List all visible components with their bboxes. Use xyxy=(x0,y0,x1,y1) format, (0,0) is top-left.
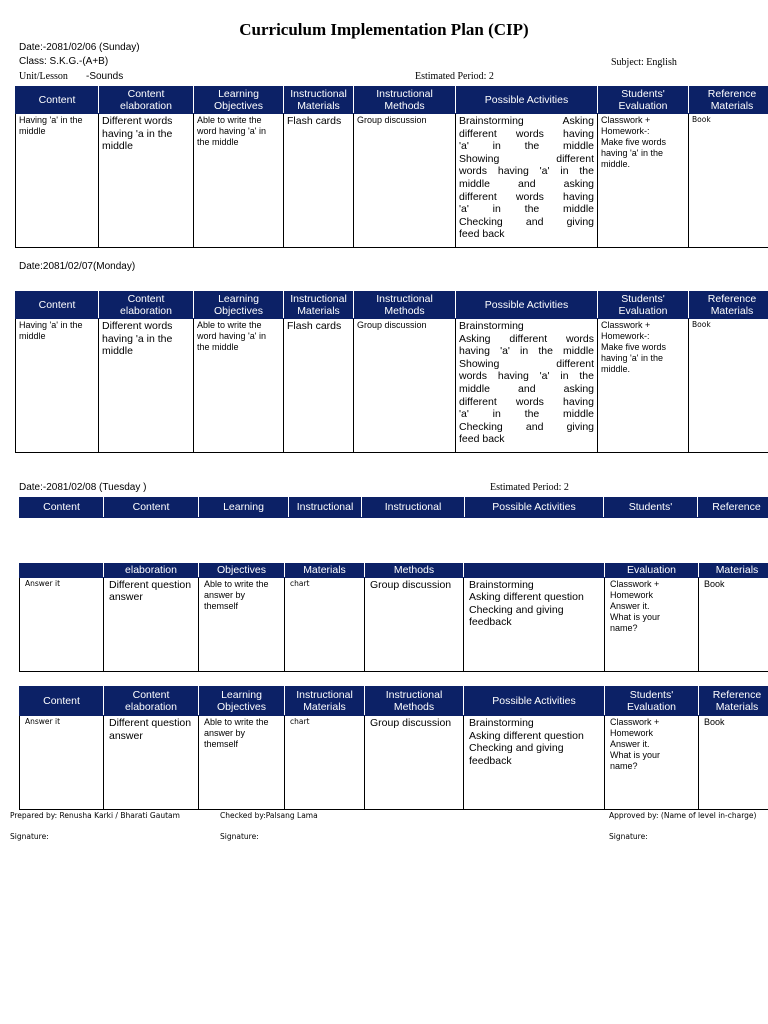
cell-objectives: Able to write the word having 'a' in the middle xyxy=(194,114,284,248)
evaluation-line: middle. xyxy=(601,159,631,169)
evaluation-line: name? xyxy=(610,761,638,771)
class-label: Class: S.K.G.-(A+B) xyxy=(19,56,109,67)
activity-line: 'a' in the middle xyxy=(459,203,594,216)
cell-objectives: Able to write the answer by themself xyxy=(199,577,285,671)
evaluation-line: Classwork + xyxy=(610,578,660,589)
col-reference: Reference Materials xyxy=(699,687,768,716)
activity-line: middle and asking xyxy=(459,177,594,190)
date-label-day1: Date:-2081/02/06 (Sunday) xyxy=(19,42,140,53)
col-elaboration: Content elaboration xyxy=(99,87,194,114)
evaluation-line: Homework xyxy=(610,589,654,600)
plan-table-day4 xyxy=(19,686,768,810)
col-elaboration: Content elaboration xyxy=(99,292,194,319)
activity-line: feed back xyxy=(459,433,505,446)
evaluation-line: Homework xyxy=(610,728,654,738)
evaluation-line: What is your xyxy=(610,750,661,760)
activity-line: Brainstorming xyxy=(459,320,524,332)
signature-checker: Signature: xyxy=(220,832,259,841)
evaluation-line: Answer it. xyxy=(610,600,650,611)
cell-materials: Flash cards xyxy=(284,114,354,248)
evaluation-line: having 'a' in the xyxy=(601,353,663,363)
header-row xyxy=(20,498,768,518)
cell-reference: Book xyxy=(689,114,768,248)
activity-line: words having 'a' in the xyxy=(459,370,594,383)
cell-activities xyxy=(456,319,598,453)
evaluation-line: middle. xyxy=(601,364,631,374)
cell-evaluation xyxy=(598,114,689,248)
cell-elaboration: Different question answer xyxy=(104,577,199,671)
activity-line: Brainstorming xyxy=(469,717,534,729)
cell-elaboration: Different question answer xyxy=(104,716,199,810)
approved-by: Approved by: (Name of level in-charge) xyxy=(609,811,757,820)
cell-evaluation xyxy=(598,319,689,453)
col-methods: Instructional Methods xyxy=(365,687,464,716)
col-evaluation: Students' Evaluation xyxy=(598,87,689,114)
col-evaluation: Students' Evaluation xyxy=(605,687,699,716)
col-objectives: Learning Objectives xyxy=(194,87,284,114)
col-materials: Instructional Materials xyxy=(284,292,354,319)
activity-line: feedback xyxy=(469,754,512,767)
evaluation-line: Homework-: xyxy=(601,126,650,136)
col-evaluation: Evaluation xyxy=(605,564,699,578)
col-methods: Instructional xyxy=(362,498,465,518)
col-reference: Reference Materials xyxy=(689,292,768,319)
cell-content: Answer it xyxy=(20,716,104,810)
activity-line: Asking different question xyxy=(469,729,584,742)
col-materials: Instructional xyxy=(289,498,362,518)
table-row xyxy=(20,577,768,671)
date-label-day2: Date:2081/02/07(Monday) xyxy=(19,261,136,272)
cell-methods: Group discussion xyxy=(354,114,456,248)
split-header-top xyxy=(19,497,768,518)
activity-line: Checking and giving xyxy=(459,215,594,228)
activity-line: Showing different xyxy=(459,152,594,165)
col-activities: Possible Activities xyxy=(465,498,604,518)
estimated-period-day1: Estimated Period: 2 xyxy=(415,71,494,82)
col-reference: Reference Materials xyxy=(689,87,768,114)
cell-evaluation xyxy=(605,577,699,671)
activity-line: 'a' in the middle xyxy=(459,140,594,153)
col-materials: Materials xyxy=(285,564,365,578)
activity-line: Asking different words xyxy=(459,332,594,345)
evaluation-line: Classwork + xyxy=(601,115,651,125)
plan-table-day2 xyxy=(15,291,768,453)
page-title: Curriculum Implementation Plan (CIP) xyxy=(239,20,529,39)
cell-activities xyxy=(464,577,605,671)
activity-line: having 'a' in the middle xyxy=(459,345,594,358)
col-materials: Instructional Materials xyxy=(285,687,365,716)
col-content xyxy=(20,564,104,578)
cell-materials: chart xyxy=(285,716,365,810)
col-objectives: Learning xyxy=(199,498,289,518)
activity-line: feedback xyxy=(469,616,512,629)
activity-line: words having 'a' in the xyxy=(459,165,594,178)
col-objectives: Learning Objectives xyxy=(199,687,285,716)
col-elaboration: Content xyxy=(104,498,199,518)
subject-label: Subject: English xyxy=(611,57,677,68)
activity-line: different words having xyxy=(459,395,594,408)
activity-line: Checking and giving xyxy=(459,420,594,433)
col-reference: Materials xyxy=(699,564,768,578)
cell-activities xyxy=(456,114,598,248)
cell-elaboration: Different words having 'a in the middle xyxy=(99,114,194,248)
col-activities: Possible Activities xyxy=(456,292,598,319)
cell-objectives: Able to write the word having 'a' in the middle xyxy=(194,319,284,453)
activity-line: feed back xyxy=(459,228,505,241)
col-content: Content xyxy=(16,87,99,114)
prepared-by: Prepared by: Renusha Karki / Bharati Gautam xyxy=(10,811,180,820)
col-evaluation: Students' xyxy=(604,498,698,518)
evaluation-line: Classwork + xyxy=(610,717,660,727)
cell-objectives: Able to write the answer by themself xyxy=(199,716,285,810)
evaluation-line: Classwork + xyxy=(601,320,651,330)
date-label-day3: Date:-2081/02/08 (Tuesday ) xyxy=(19,482,147,493)
activity-line: Checking and giving xyxy=(469,742,564,755)
header-row xyxy=(20,564,768,578)
cell-materials: chart xyxy=(285,577,365,671)
col-evaluation: Students' Evaluation xyxy=(598,292,689,319)
header-row xyxy=(16,292,768,319)
evaluation-line: What is your xyxy=(610,611,661,622)
col-activities: Possible Activities xyxy=(464,687,605,716)
activity-line: Brainstorming Asking xyxy=(459,115,594,127)
activity-line: different words having xyxy=(459,190,594,203)
evaluation-line: Make five words xyxy=(601,137,667,147)
cell-methods: Group discussion xyxy=(365,716,464,810)
estimated-period-day3: Estimated Period: 2 xyxy=(490,482,569,493)
col-elaboration: elaboration xyxy=(104,564,199,578)
evaluation-line: Make five words xyxy=(601,342,667,352)
cell-activities xyxy=(464,716,605,810)
col-activities xyxy=(464,564,605,578)
plan-table-day3 xyxy=(19,563,768,672)
col-content: Content xyxy=(20,687,104,716)
col-objectives: Learning Objectives xyxy=(194,292,284,319)
col-materials: Instructional Materials xyxy=(284,87,354,114)
cell-reference: Book xyxy=(699,716,768,810)
activity-line: 'a' in the middle xyxy=(459,408,594,421)
table-row xyxy=(16,319,768,453)
activity-line: Asking different question xyxy=(469,591,584,604)
table-row xyxy=(20,716,768,810)
evaluation-line: having 'a' in the xyxy=(601,148,663,158)
cell-elaboration: Different words having 'a in the middle xyxy=(99,319,194,453)
col-methods: Instructional Methods xyxy=(354,87,456,114)
signature-preparer: Signature: xyxy=(10,832,49,841)
activity-line: Brainstorming xyxy=(469,578,534,591)
table-row xyxy=(16,114,768,248)
cell-content: Having 'a' in the middle xyxy=(16,114,99,248)
activity-line: middle and asking xyxy=(459,382,594,395)
evaluation-line: Answer it. xyxy=(610,739,650,749)
activity-line: Showing different xyxy=(459,357,594,370)
cell-content: Answer it xyxy=(20,577,104,671)
cell-evaluation xyxy=(605,716,699,810)
header-row xyxy=(16,87,768,114)
col-objectives: Objectives xyxy=(199,564,285,578)
col-methods: Methods xyxy=(365,564,464,578)
plan-table-day1 xyxy=(15,86,768,248)
unit-value: -Sounds xyxy=(86,71,124,82)
evaluation-line: Homework-: xyxy=(601,331,650,341)
cell-methods: Group discussion xyxy=(365,577,464,671)
cell-content: Having 'a' in the middle xyxy=(16,319,99,453)
cell-reference: Book xyxy=(699,577,768,671)
cell-methods: Group discussion xyxy=(354,319,456,453)
unit-label: Unit/Lesson xyxy=(19,71,68,82)
cell-reference: Book xyxy=(689,319,768,453)
activity-line: Checking and giving xyxy=(469,603,564,616)
col-methods: Instructional Methods xyxy=(354,292,456,319)
col-elaboration: Content elaboration xyxy=(104,687,199,716)
col-reference: Reference xyxy=(698,498,768,518)
activity-line: different words having xyxy=(459,127,594,140)
checked-by: Checked by:Palsang Lama xyxy=(220,811,318,820)
col-content: Content xyxy=(20,498,104,518)
col-activities: Possible Activities xyxy=(456,87,598,114)
evaluation-line: name? xyxy=(610,622,638,633)
header-row xyxy=(20,687,768,716)
cell-materials: Flash cards xyxy=(284,319,354,453)
col-content: Content xyxy=(16,292,99,319)
signature-approver: Signature: xyxy=(609,832,648,841)
